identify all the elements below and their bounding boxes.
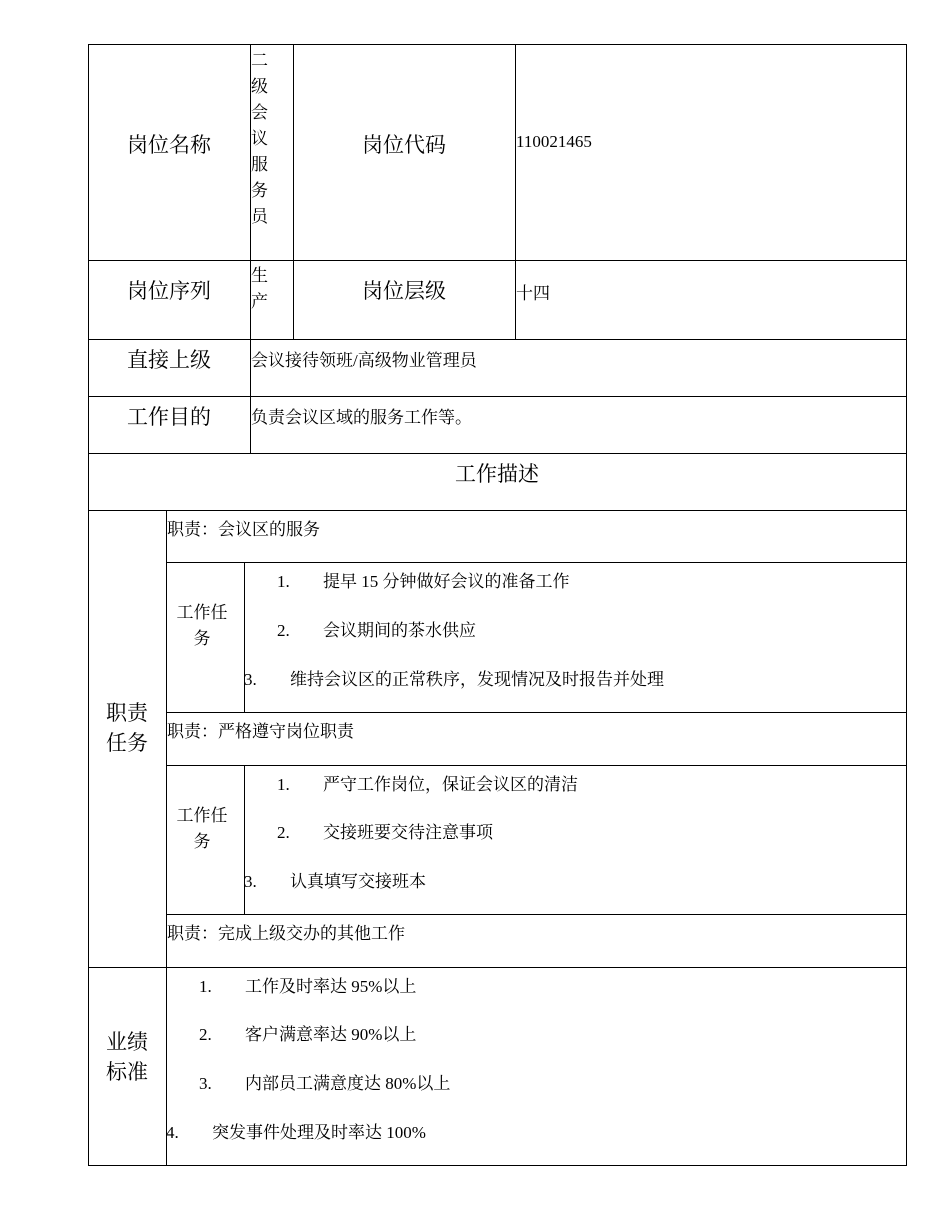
performance-number: 1. — [199, 977, 212, 996]
performance-item — [199, 972, 416, 997]
table-border-bottom — [88, 1165, 907, 1166]
task-item — [277, 818, 493, 843]
task-text: 维持会议区的正常秩序，发现情况及时报告并处理 — [290, 670, 664, 689]
post-code-value: 110021465 — [516, 132, 592, 151]
task-item — [244, 867, 426, 892]
row-divider — [166, 562, 907, 563]
purpose-value: 负责会议区域的服务工作等。 — [251, 408, 472, 427]
task-number: 3. — [244, 872, 257, 891]
task-item — [277, 567, 570, 592]
performance-label: 业绩标准 — [106, 1030, 148, 1084]
performance-text: 客户满意率达 90%以上 — [245, 1025, 417, 1044]
performance-text: 内部员工满意度达 80%以上 — [245, 1074, 451, 1093]
duty-title: 职责：完成上级交办的其他工作 — [167, 924, 405, 943]
performance-text: 突发事件处理及时率达 100% — [212, 1123, 426, 1142]
work-description-title: 工作描述 — [455, 462, 539, 486]
post-level-label: 岗位层级 — [362, 279, 446, 303]
post-series-value: 生产 — [251, 266, 268, 311]
task-item — [277, 616, 476, 641]
col-divider — [244, 765, 245, 915]
performance-number: 2. — [199, 1025, 212, 1044]
row-divider — [166, 914, 907, 915]
task-text: 提早 15 分钟做好会议的准备工作 — [323, 572, 570, 591]
duty-title: 职责：严格遵守岗位职责 — [167, 722, 354, 741]
row-divider — [166, 712, 907, 713]
task-label: 工作任务 — [176, 806, 228, 852]
row-divider — [88, 967, 907, 968]
post-name-label: 岗位名称 — [127, 133, 211, 157]
task-text: 严守工作岗位，保证会议区的清洁 — [323, 775, 578, 794]
row-divider — [88, 453, 907, 454]
table-border-left — [88, 44, 89, 1166]
superior-value: 会议接待领班/高级物业管理员 — [251, 351, 477, 370]
purpose-label: 工作目的 — [127, 405, 211, 429]
superior-label: 直接上级 — [127, 348, 211, 372]
performance-number: 3. — [199, 1074, 212, 1093]
performance-item — [166, 1118, 426, 1143]
performance-item — [199, 1069, 450, 1094]
row-divider — [88, 260, 907, 261]
task-number: 3. — [244, 670, 257, 689]
task-number: 1. — [277, 775, 290, 794]
task-number: 1. — [277, 572, 290, 591]
performance-number: 4. — [166, 1123, 179, 1142]
duty-title: 职责：会议区的服务 — [167, 520, 320, 539]
task-label: 工作任务 — [176, 603, 228, 649]
task-item — [277, 770, 578, 795]
row-divider — [88, 396, 907, 397]
task-item — [244, 665, 664, 690]
table-border-top — [88, 44, 907, 45]
post-name-value: 二级会议服务员 — [251, 51, 268, 226]
task-number: 2. — [277, 621, 290, 640]
performance-text: 工作及时率达 95%以上 — [245, 977, 417, 996]
duties-section-label: 职责任务 — [106, 701, 148, 755]
performance-item — [199, 1020, 416, 1045]
task-text: 会议期间的茶水供应 — [323, 621, 476, 640]
post-series-label: 岗位序列 — [127, 279, 211, 303]
row-divider — [166, 765, 907, 766]
task-text: 认真填写交接班本 — [290, 872, 426, 891]
table-border-right — [906, 44, 907, 1166]
post-code-label: 岗位代码 — [362, 133, 446, 157]
post-level-value: 十四 — [516, 284, 550, 303]
task-text: 交接班要交待注意事项 — [323, 823, 493, 842]
row-divider — [88, 339, 907, 340]
row-divider — [88, 510, 907, 511]
col-divider — [166, 510, 167, 1166]
task-number: 2. — [277, 823, 290, 842]
